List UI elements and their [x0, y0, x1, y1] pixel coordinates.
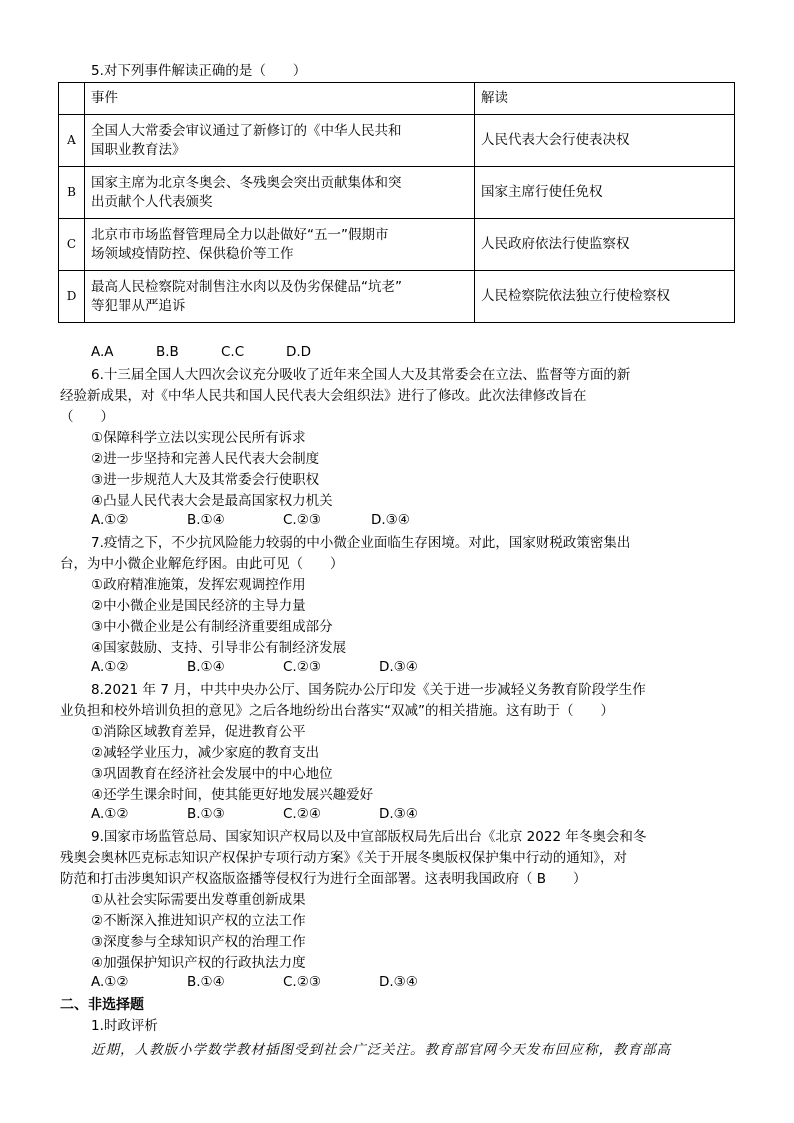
- q5-stem: 5.对下列事件解读正确的是（ ）: [91, 63, 307, 79]
- q9-item: ①从社会实际需要出发尊重创新成果: [91, 892, 306, 908]
- q6-answer-c: C.②③: [283, 512, 321, 528]
- q8-answer-b: B.①③: [187, 806, 225, 822]
- q9-answer-b: B.①④: [187, 974, 225, 990]
- row-event-line: 最高人民检察院对制售注水肉以及伪劣保健品“坑老”: [91, 278, 402, 295]
- q7-item: ③中小微企业是公有制经济重要组成部分: [91, 619, 333, 635]
- row-event: [85, 271, 475, 323]
- row-event-line: 北京市市场监督管理局全力以赴做好“五一”假期市: [91, 226, 389, 243]
- row-event: [85, 115, 475, 167]
- row-event-line: 国职业教育法》: [91, 141, 186, 158]
- table-header-interp: 解读: [475, 83, 735, 115]
- row-label: A: [59, 115, 85, 167]
- q9-answer-a: A.①②: [91, 974, 129, 990]
- q5-answer-c: C.C: [221, 344, 245, 360]
- q6-stem-line: 经验新成果，对《中华人民共和国人民代表大会组织法》进行了修改。此次法律修改旨在: [60, 388, 587, 404]
- q8-stem-line: 业负担和校外培训负担的意见》之后各地纷纷出台落实“双减”的相关措施。这有助于（ ）: [60, 703, 614, 719]
- q6-answer-b: B.①④: [187, 512, 225, 528]
- q5-answers: [91, 344, 311, 360]
- q9-answer-c: C.②③: [283, 974, 321, 990]
- q8-item: ①消除区域教育差异，促进教育公平: [91, 724, 306, 740]
- q7-answer-c: C.②③: [283, 659, 321, 675]
- q7-stem-line: 7.疫情之下，不少抗风险能力较弱的中小微企业面临生存困境。对此，国家财税政策密集出: [91, 535, 631, 551]
- q5-answer-a: A.A: [91, 344, 114, 360]
- row-interp: 人民检察院依法独立行使检察权: [475, 271, 735, 323]
- q7-answer-d: D.③④: [379, 659, 418, 675]
- q8-item: ④还学生课余时间，使其能更好地发展兴趣爱好: [91, 787, 374, 803]
- table-row: [59, 167, 735, 219]
- q8-stem-line: 8.2021 年 7 月，中共中央办公厅、国务院办公厅印发《关于进一步减轻义务教育阶段学生作: [91, 682, 646, 698]
- q7-answer-b: B.①④: [187, 659, 225, 675]
- row-label: D: [59, 271, 85, 323]
- row-event-line: 全国人大常委会审议通过了新修订的《中华人民共和: [91, 122, 402, 139]
- table-header-event: 事件: [85, 83, 475, 115]
- row-interp: 人民代表大会行使表决权: [475, 115, 735, 167]
- row-label: B: [59, 167, 85, 219]
- q8-item: ③巩固教育在经济社会发展中的中心地位: [91, 766, 333, 782]
- row-event: [85, 167, 475, 219]
- q7-answers: [91, 659, 418, 675]
- q8-answer-c: C.②④: [283, 806, 321, 822]
- q7-stem-line: 台，为中小微企业解危纾困。由此可见（ ）: [60, 556, 344, 572]
- q6-item: ③进一步规范人大及其常委会行使职权: [91, 472, 320, 488]
- q5-answer-d: D.D: [286, 344, 312, 360]
- q6-item: ①保障科学立法以实现公民所有诉求: [91, 430, 306, 446]
- q5-table: [58, 82, 735, 323]
- q6-stem-line: （ ）: [60, 409, 114, 425]
- row-label: C: [59, 219, 85, 271]
- q8-answers: [91, 806, 418, 822]
- table-header-row: [59, 83, 735, 115]
- q9-item: ③深度参与全球知识产权的治理工作: [91, 934, 306, 950]
- table-row: [59, 115, 735, 167]
- q9-stem-line: 防范和打击涉奥知识产权盗版盗播等侵权行为进行全面部署。这表明我国政府（ B ）: [60, 871, 587, 887]
- row-interp: 国家主席行使任免权: [475, 167, 735, 219]
- q6-stem-line: 6.十三届全国人大四次会议充分吸收了近年来全国人大及其常委会在立法、监督等方面的新: [91, 367, 631, 383]
- row-event: [85, 219, 475, 271]
- q5-answer-b: B.B: [156, 344, 179, 360]
- q6-answer-d: D.③④: [371, 512, 410, 528]
- q6-item: ④凸显人民代表大会是最高国家权力机关: [91, 493, 333, 509]
- q9-item: ④加强保护知识产权的行政执法力度: [91, 955, 306, 971]
- q6-answers: [91, 512, 410, 528]
- q6-answer-a: A.①②: [91, 512, 129, 528]
- q7-item: ①政府精准施策，发挥宏观调控作用: [91, 577, 306, 593]
- table-header-blank: [59, 83, 85, 115]
- q9-item: ②不断深入推进知识产权的立法工作: [91, 913, 306, 929]
- q7-item: ②中小微企业是国民经济的主导力量: [91, 598, 306, 614]
- q9-answers: [91, 974, 418, 990]
- row-event-line: 等犯罪从严追诉: [91, 297, 186, 314]
- q8-answer-a: A.①②: [91, 806, 129, 822]
- q6-item: ②进一步坚持和完善人民代表大会制度: [91, 451, 320, 467]
- q8-item: ②减轻学业压力，减少家庭的教育支出: [91, 745, 320, 761]
- row-event-line: 国家主席为北京冬奥会、冬残奥会突出贡献集体和突: [91, 174, 402, 191]
- row-event-line: 出贡献个人代表颁奖: [91, 193, 213, 210]
- table-row: [59, 271, 735, 323]
- q7-answer-a: A.①②: [91, 659, 129, 675]
- q8-answer-d: D.③④: [379, 806, 418, 822]
- q9-answer-d: D.③④: [379, 974, 418, 990]
- q9-stem-line: 残奥会奥林匹克标志知识产权保护专项行动方案》《关于开展冬奥版权保护集中行动的通知》，对: [60, 850, 627, 866]
- q9-stem-line: 9.国家市场监管总局、国家知识产权局以及中宣部版权局先后出台《北京 2022 年冬奥会和冬: [91, 829, 647, 845]
- section-paragraph: 近期，人教版小学数学教材插图受到社会广泛关注。教育部官网今天发布回应称，教育部高: [91, 1042, 671, 1058]
- section-title: 二、非选择题: [60, 997, 144, 1013]
- table-row: [59, 219, 735, 271]
- section-subtitle: 1.时政评析: [91, 1018, 158, 1034]
- row-interp: 人民政府依法行使监察权: [475, 219, 735, 271]
- q7-item: ④国家鼓励、支持、引导非公有制经济发展: [91, 640, 347, 656]
- row-event-line: 场领域疫情防控、保供稳价等工作: [91, 245, 294, 262]
